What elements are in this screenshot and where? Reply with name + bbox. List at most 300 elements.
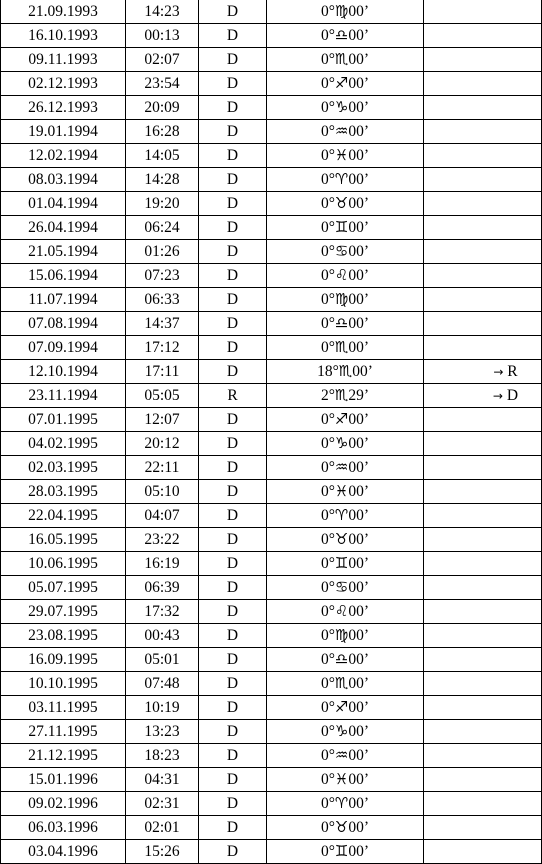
table-row xyxy=(1,720,542,744)
cell-motion: D xyxy=(199,120,267,144)
position-degree: 0° xyxy=(320,291,335,308)
position-minutes: 00’ xyxy=(348,699,370,716)
cell-time: 00:13 xyxy=(126,24,199,48)
cell-position xyxy=(267,240,424,264)
ephemeris-table-body xyxy=(1,0,542,864)
cell-time: 02:31 xyxy=(126,792,199,816)
cell-date: 21.05.1994 xyxy=(1,240,126,264)
cell-note xyxy=(424,168,542,192)
table-row xyxy=(1,144,542,168)
position-minutes: 00’ xyxy=(348,171,370,188)
cell-time: 17:12 xyxy=(126,336,199,360)
zodiac-sign-icon: ♈ xyxy=(334,506,349,524)
position-minutes: 00’ xyxy=(348,555,370,572)
table-row xyxy=(1,528,542,552)
table-row xyxy=(1,504,542,528)
cell-position xyxy=(267,120,424,144)
cell-position xyxy=(267,600,424,624)
table-row xyxy=(1,432,542,456)
table-row xyxy=(1,264,542,288)
cell-motion: D xyxy=(199,336,267,360)
cell-position xyxy=(267,768,424,792)
cell-position xyxy=(267,528,424,552)
cell-position xyxy=(267,816,424,840)
position-minutes: 00’ xyxy=(348,771,370,788)
cell-time: 05:05 xyxy=(126,384,199,408)
position-minutes: 00’ xyxy=(348,243,370,260)
position-degree: 0° xyxy=(320,651,335,668)
table-row xyxy=(1,72,542,96)
position-minutes: 00’ xyxy=(348,3,370,20)
arrow-right-icon: → xyxy=(492,388,503,403)
position-minutes: 00’ xyxy=(348,603,370,620)
cell-time: 07:48 xyxy=(126,672,199,696)
zodiac-sign-icon: ♍ xyxy=(334,2,349,20)
table-row xyxy=(1,360,542,384)
cell-date: 09.02.1996 xyxy=(1,792,126,816)
cell-position xyxy=(267,792,424,816)
cell-time: 16:28 xyxy=(126,120,199,144)
position-degree: 0° xyxy=(320,627,335,644)
cell-time: 05:01 xyxy=(126,648,199,672)
cell-motion: D xyxy=(199,96,267,120)
zodiac-sign-icon: ♈ xyxy=(334,170,349,188)
zodiac-sign-icon: ♑ xyxy=(334,98,349,116)
table-row xyxy=(1,576,542,600)
cell-time: 14:37 xyxy=(126,312,199,336)
cell-time: 20:12 xyxy=(126,432,199,456)
cell-time: 12:07 xyxy=(126,408,199,432)
cell-motion: D xyxy=(199,648,267,672)
cell-motion: R xyxy=(199,384,267,408)
cell-date: 08.03.1994 xyxy=(1,168,126,192)
station-note: D xyxy=(506,386,519,404)
cell-motion: D xyxy=(199,456,267,480)
cell-motion: D xyxy=(199,624,267,648)
position-degree: 0° xyxy=(320,771,335,788)
cell-date: 02.03.1995 xyxy=(1,456,126,480)
position-minutes: 00’ xyxy=(348,579,370,596)
zodiac-sign-icon: ♐ xyxy=(334,410,349,428)
position-minutes: 00’ xyxy=(348,315,370,332)
position-degree: 0° xyxy=(320,99,335,116)
table-row xyxy=(1,480,542,504)
cell-time: 07:23 xyxy=(126,264,199,288)
position-degree: 0° xyxy=(320,483,335,500)
cell-position xyxy=(267,456,424,480)
position-minutes: 00’ xyxy=(348,147,370,164)
cell-position xyxy=(267,0,424,24)
cell-date: 26.12.1993 xyxy=(1,96,126,120)
cell-position xyxy=(267,264,424,288)
cell-position xyxy=(267,480,424,504)
position-degree: 0° xyxy=(320,267,335,284)
cell-note xyxy=(424,528,542,552)
cell-note xyxy=(424,648,542,672)
cell-date: 12.10.1994 xyxy=(1,360,126,384)
table-row xyxy=(1,312,542,336)
position-degree: 0° xyxy=(320,843,335,860)
cell-date: 26.04.1994 xyxy=(1,216,126,240)
position-minutes: 00’ xyxy=(348,219,370,236)
cell-time: 14:23 xyxy=(126,0,199,24)
cell-date: 28.03.1995 xyxy=(1,480,126,504)
position-degree: 0° xyxy=(320,339,335,356)
cell-note xyxy=(424,744,542,768)
cell-date: 22.04.1995 xyxy=(1,504,126,528)
cell-note xyxy=(424,48,542,72)
cell-position xyxy=(267,312,424,336)
cell-note xyxy=(424,360,542,384)
zodiac-sign-icon: ♏ xyxy=(338,362,353,380)
cell-time: 14:28 xyxy=(126,168,199,192)
position-degree: 0° xyxy=(320,27,335,44)
zodiac-sign-icon: ♈ xyxy=(334,794,349,812)
position-minutes: 00’ xyxy=(348,339,370,356)
position-degree: 0° xyxy=(320,51,335,68)
cell-date: 04.02.1995 xyxy=(1,432,126,456)
zodiac-sign-icon: ♒ xyxy=(334,122,349,140)
cell-time: 02:01 xyxy=(126,816,199,840)
table-row xyxy=(1,216,542,240)
position-minutes: 00’ xyxy=(348,651,370,668)
cell-time: 04:31 xyxy=(126,768,199,792)
zodiac-sign-icon: ♌ xyxy=(334,266,349,284)
zodiac-sign-icon: ♐ xyxy=(334,698,349,716)
position-minutes: 00’ xyxy=(348,51,370,68)
cell-note xyxy=(424,816,542,840)
position-degree: 18° xyxy=(317,363,339,380)
table-row xyxy=(1,696,542,720)
cell-motion: D xyxy=(199,552,267,576)
position-degree: 2° xyxy=(320,387,335,404)
cell-date: 02.12.1993 xyxy=(1,72,126,96)
cell-motion: D xyxy=(199,0,267,24)
position-degree: 0° xyxy=(320,699,335,716)
cell-position xyxy=(267,504,424,528)
cell-date: 05.07.1995 xyxy=(1,576,126,600)
cell-motion: D xyxy=(199,264,267,288)
cell-note xyxy=(424,480,542,504)
cell-motion: D xyxy=(199,480,267,504)
cell-date: 07.09.1994 xyxy=(1,336,126,360)
cell-motion: D xyxy=(199,72,267,96)
position-degree: 0° xyxy=(320,555,335,572)
cell-time: 23:22 xyxy=(126,528,199,552)
position-degree: 0° xyxy=(320,171,335,188)
position-minutes: 00’ xyxy=(348,675,370,692)
cell-time: 23:54 xyxy=(126,72,199,96)
cell-motion: D xyxy=(199,360,267,384)
table-row xyxy=(1,0,542,24)
cell-position xyxy=(267,672,424,696)
cell-time: 19:20 xyxy=(126,192,199,216)
cell-motion: D xyxy=(199,672,267,696)
position-degree: 0° xyxy=(320,243,335,260)
table-row xyxy=(1,672,542,696)
cell-date: 23.11.1994 xyxy=(1,384,126,408)
table-row xyxy=(1,552,542,576)
zodiac-sign-icon: ♒ xyxy=(334,746,349,764)
cell-note xyxy=(424,120,542,144)
position-degree: 0° xyxy=(320,459,335,476)
cell-time: 13:23 xyxy=(126,720,199,744)
cell-motion: D xyxy=(199,48,267,72)
position-degree: 0° xyxy=(320,747,335,764)
cell-note xyxy=(424,720,542,744)
cell-position xyxy=(267,744,424,768)
table-row xyxy=(1,456,542,480)
cell-position xyxy=(267,576,424,600)
cell-motion: D xyxy=(199,720,267,744)
cell-time: 00:43 xyxy=(126,624,199,648)
cell-motion: D xyxy=(199,840,267,864)
position-degree: 0° xyxy=(320,3,335,20)
zodiac-sign-icon: ♌ xyxy=(334,602,349,620)
cell-position xyxy=(267,192,424,216)
cell-date: 16.05.1995 xyxy=(1,528,126,552)
cell-position xyxy=(267,552,424,576)
cell-note xyxy=(424,384,542,408)
table-row xyxy=(1,96,542,120)
cell-date: 01.04.1994 xyxy=(1,192,126,216)
cell-note xyxy=(424,768,542,792)
cell-note xyxy=(424,144,542,168)
position-minutes: 00’ xyxy=(348,99,370,116)
cell-position xyxy=(267,648,424,672)
cell-date: 21.09.1993 xyxy=(1,0,126,24)
position-degree: 0° xyxy=(320,219,335,236)
zodiac-sign-icon: ♊ xyxy=(334,554,349,572)
cell-time: 06:39 xyxy=(126,576,199,600)
position-minutes: 00’ xyxy=(348,27,370,44)
cell-note xyxy=(424,336,542,360)
cell-date: 07.01.1995 xyxy=(1,408,126,432)
cell-note xyxy=(424,456,542,480)
position-degree: 0° xyxy=(320,195,335,212)
cell-time: 04:07 xyxy=(126,504,199,528)
zodiac-sign-icon: ♊ xyxy=(334,842,349,860)
position-minutes: 00’ xyxy=(348,795,370,812)
cell-note xyxy=(424,24,542,48)
zodiac-sign-icon: ♍ xyxy=(334,290,349,308)
zodiac-sign-icon: ♑ xyxy=(334,722,349,740)
position-degree: 0° xyxy=(320,819,335,836)
cell-time: 22:11 xyxy=(126,456,199,480)
cell-date: 09.11.1993 xyxy=(1,48,126,72)
cell-note xyxy=(424,264,542,288)
zodiac-sign-icon: ♓ xyxy=(334,482,349,500)
cell-date: 29.07.1995 xyxy=(1,600,126,624)
table-row xyxy=(1,744,542,768)
cell-time: 20:09 xyxy=(126,96,199,120)
position-degree: 0° xyxy=(320,147,335,164)
cell-motion: D xyxy=(199,792,267,816)
cell-position xyxy=(267,336,424,360)
cell-motion: D xyxy=(199,288,267,312)
table-row xyxy=(1,624,542,648)
cell-date: 10.06.1995 xyxy=(1,552,126,576)
cell-position xyxy=(267,216,424,240)
table-row xyxy=(1,840,542,864)
cell-time: 17:11 xyxy=(126,360,199,384)
cell-note xyxy=(424,504,542,528)
position-degree: 0° xyxy=(320,675,335,692)
cell-time: 16:19 xyxy=(126,552,199,576)
cell-note xyxy=(424,288,542,312)
cell-position xyxy=(267,720,424,744)
cell-motion: D xyxy=(199,576,267,600)
cell-time: 17:32 xyxy=(126,600,199,624)
cell-time: 02:07 xyxy=(126,48,199,72)
zodiac-sign-icon: ♎ xyxy=(334,314,349,332)
position-minutes: 00’ xyxy=(348,483,370,500)
table-row xyxy=(1,288,542,312)
position-degree: 0° xyxy=(320,795,335,812)
position-minutes: 00’ xyxy=(348,435,370,452)
cell-note xyxy=(424,432,542,456)
cell-motion: D xyxy=(199,528,267,552)
cell-time: 14:05 xyxy=(126,144,199,168)
position-degree: 0° xyxy=(320,123,335,140)
cell-motion: D xyxy=(199,240,267,264)
cell-date: 15.01.1996 xyxy=(1,768,126,792)
table-row xyxy=(1,816,542,840)
position-minutes: 00’ xyxy=(348,843,370,860)
cell-note xyxy=(424,312,542,336)
position-degree: 0° xyxy=(320,315,335,332)
cell-note xyxy=(424,240,542,264)
cell-time: 05:10 xyxy=(126,480,199,504)
position-minutes: 00’ xyxy=(348,819,370,836)
table-row xyxy=(1,48,542,72)
position-minutes: 00’ xyxy=(348,291,370,308)
cell-position xyxy=(267,696,424,720)
position-degree: 0° xyxy=(320,411,335,428)
table-row xyxy=(1,120,542,144)
cell-position xyxy=(267,360,424,384)
zodiac-sign-icon: ♐ xyxy=(334,74,349,92)
zodiac-sign-icon: ♓ xyxy=(334,770,349,788)
cell-date: 16.09.1995 xyxy=(1,648,126,672)
cell-date: 15.06.1994 xyxy=(1,264,126,288)
cell-motion: D xyxy=(199,504,267,528)
zodiac-sign-icon: ♏ xyxy=(334,386,349,404)
position-minutes: 29’ xyxy=(348,387,370,404)
cell-position xyxy=(267,384,424,408)
cell-position xyxy=(267,840,424,864)
table-row xyxy=(1,408,542,432)
cell-note xyxy=(424,624,542,648)
cell-note xyxy=(424,696,542,720)
cell-position xyxy=(267,168,424,192)
cell-date: 12.02.1994 xyxy=(1,144,126,168)
cell-position xyxy=(267,24,424,48)
cell-motion: D xyxy=(199,312,267,336)
zodiac-sign-icon: ♉ xyxy=(334,530,349,548)
cell-motion: D xyxy=(199,192,267,216)
table-row xyxy=(1,792,542,816)
cell-motion: D xyxy=(199,216,267,240)
table-row xyxy=(1,240,542,264)
cell-time: 10:19 xyxy=(126,696,199,720)
cell-position xyxy=(267,96,424,120)
cell-note xyxy=(424,792,542,816)
position-minutes: 00’ xyxy=(348,411,370,428)
cell-note xyxy=(424,96,542,120)
position-minutes: 00’ xyxy=(348,723,370,740)
zodiac-sign-icon: ♑ xyxy=(334,434,349,452)
position-minutes: 00’ xyxy=(348,507,370,524)
position-minutes: 00’ xyxy=(348,627,370,644)
cell-note xyxy=(424,672,542,696)
table-row xyxy=(1,648,542,672)
zodiac-sign-icon: ♎ xyxy=(334,650,349,668)
cell-time: 01:26 xyxy=(126,240,199,264)
cell-note xyxy=(424,192,542,216)
cell-motion: D xyxy=(199,408,267,432)
zodiac-sign-icon: ♏ xyxy=(334,338,349,356)
position-degree: 0° xyxy=(320,579,335,596)
position-minutes: 00’ xyxy=(348,267,370,284)
zodiac-sign-icon: ♋ xyxy=(334,242,349,260)
cell-time: 18:23 xyxy=(126,744,199,768)
position-minutes: 00’ xyxy=(348,123,370,140)
position-minutes: 00’ xyxy=(348,75,370,92)
zodiac-sign-icon: ♉ xyxy=(334,818,349,836)
cell-motion: D xyxy=(199,168,267,192)
position-degree: 0° xyxy=(320,507,335,524)
zodiac-sign-icon: ♎ xyxy=(334,26,349,44)
cell-position xyxy=(267,72,424,96)
cell-motion: D xyxy=(199,744,267,768)
position-degree: 0° xyxy=(320,435,335,452)
cell-note xyxy=(424,600,542,624)
zodiac-sign-icon: ♊ xyxy=(334,218,349,236)
cell-motion: D xyxy=(199,816,267,840)
position-degree: 0° xyxy=(320,531,335,548)
cell-time: 06:33 xyxy=(126,288,199,312)
cell-position xyxy=(267,48,424,72)
station-note: R xyxy=(507,362,518,380)
cell-date: 07.08.1994 xyxy=(1,312,126,336)
zodiac-sign-icon: ♏ xyxy=(334,674,349,692)
cell-motion: D xyxy=(199,144,267,168)
cell-date: 10.10.1995 xyxy=(1,672,126,696)
cell-position xyxy=(267,432,424,456)
zodiac-sign-icon: ♋ xyxy=(334,578,349,596)
cell-note xyxy=(424,216,542,240)
zodiac-sign-icon: ♏ xyxy=(334,50,349,68)
cell-motion: D xyxy=(199,600,267,624)
cell-note xyxy=(424,408,542,432)
cell-position xyxy=(267,288,424,312)
cell-date: 03.11.1995 xyxy=(1,696,126,720)
arrow-right-icon: → xyxy=(493,364,504,379)
cell-motion: D xyxy=(199,432,267,456)
zodiac-sign-icon: ♒ xyxy=(334,458,349,476)
table-row xyxy=(1,600,542,624)
cell-note xyxy=(424,576,542,600)
zodiac-sign-icon: ♉ xyxy=(334,194,349,212)
cell-date: 11.07.1994 xyxy=(1,288,126,312)
zodiac-sign-icon: ♓ xyxy=(334,146,349,164)
cell-position xyxy=(267,624,424,648)
cell-note xyxy=(424,552,542,576)
table-row xyxy=(1,384,542,408)
cell-note xyxy=(424,72,542,96)
zodiac-sign-icon: ♍ xyxy=(334,626,349,644)
